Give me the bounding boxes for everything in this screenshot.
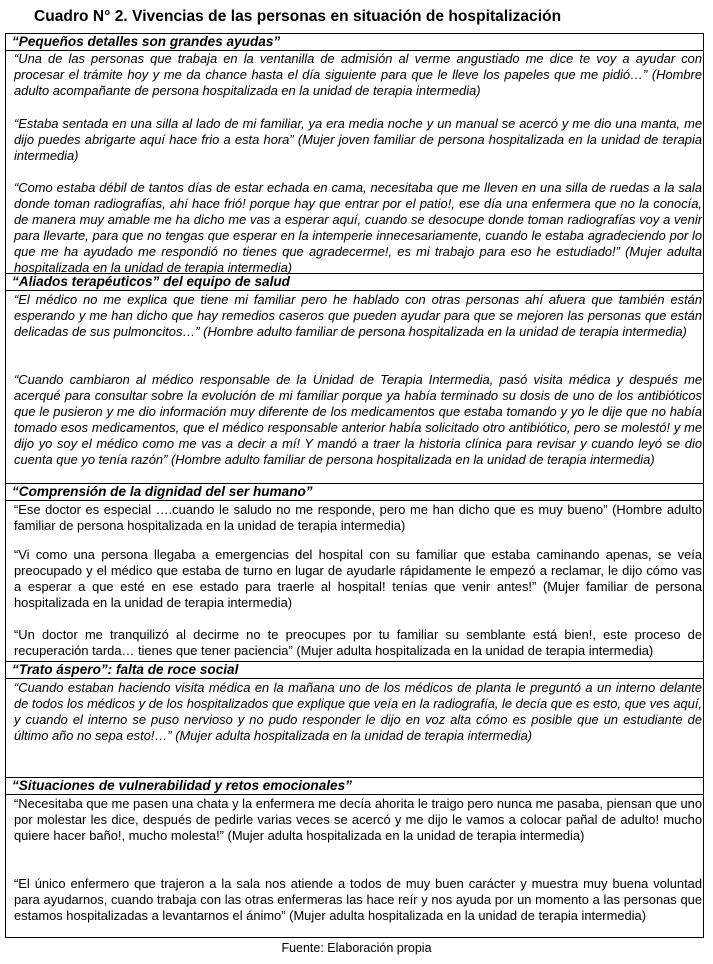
quote-paragraph: “Vi como una persona llegaba a emergencias del hospital con su familiar que estaba caminando apenas, se veía preocupado y el médico que estaba de turno en lugar de ayudarle rápidamente le empezó a reclamar, le dijo cómo vas a esperar a que esté en ese estado para traerle al hospital! tenías que venir antes!” (Mujer familiar de persona hospitalizada en la unidad de terapia intermedia)	[14, 547, 702, 610]
section-header-rough-treatment: “Trato áspero”: falta de roce social	[6, 661, 703, 679]
section-header-therapeutic-allies: “Aliados terapéuticos” del equipo de salud	[6, 273, 703, 291]
quote-paragraph: “El médico no me explica que tiene mi familiar pero he hablado con otras personas ahí afuera que también están esperando y me han dicho que hay remedios caseros que pueden ayudar para que se mejoren las personas que están delicadas de sus pulmoncitos…” (Hombre adulto familiar de persona hospitalizada en la unidad de terapia intermedia)	[14, 292, 702, 339]
quote-paragraph: “El único enfermero que trajeron a la sala nos atiende a todos de muy buen carácter y muestra muy buena voluntad para ayudarnos, cuando trabaja con las otras enfermeras las hace reír y nos ayuda por un momento a las personas que estamos hospitalizadas a levantarnos el ánimo” (Mujer adulta hospitalizada en la unidad de terapia intermedia)	[14, 876, 702, 923]
quote-paragraph: “Como estaba débil de tantos días de estar echada en cama, necesitaba que me lleven en una silla de ruedas a la sala donde toman radiografías, ahí hace frió! porque hay que entrar por el patio!, ese día una enfermera que no la conocía, de manera muy amable me ha dicho me vas a esperar aquí, cuando se desocupe donde toman radiografías voy a venir para llevarte, para que no tengas que esperar en la intemperie innecesariamente, cuando le estaba agradeciendo por lo que me ha ayudado me respondió no tienes que agradecerme!, es mi trabajo para eso he estudiado!” (Mujer adulta hospitalizada en la unidad de terapia intermedia)	[14, 180, 702, 275]
quote-paragraph: “Un doctor me tranquilizó al decirme no te preocupes por tu familiar su semblante está bien!, este proceso de recuperación tarda… tienes que tener paciencia” (Mujer adulta hospitalizada en la unidad de terapia intermedia)	[14, 627, 702, 658]
quote-paragraph: “Una de las personas que trabaja en la ventanilla de admisión al verme angustiado me dice te voy a ayudar con procesar el trámite hoy y me da chance hasta el día siguiente para que le lleve los papeles que me pidió…” (Hombre adulto acompañante de persona hospitalizada en la unidad de terapia intermedia)	[14, 51, 702, 98]
quote-paragraph: “Estaba sentada en una silla al lado de mi familiar, ya era media noche y un manual se acercó y me dio una manta, me dijo puedes abrigarte aquí hace frio a esta hora” (Mujer joven familiar de persona hospitalizada en la unidad de terapia intermedia)	[14, 116, 702, 163]
quote-paragraph: “Ese doctor es especial ….cuando le saludo no me responde, pero me han dicho que es muy bueno” (Hombre adulto familiar de persona hospitalizada en la unidad de terapia intermedia)	[14, 502, 702, 533]
testimonies-table	[5, 33, 704, 938]
quote-paragraph: “Necesitaba que me pasen una chata y la enfermera me decía ahorita le traigo pero nunca me pasaba, piensan que uno por molestar les dice, después de pedirle varias veces se acercó y me dijo le vamos a colocar pañal de adulto! mucho quiere hacer baño!, mucho molesta!” (Mujer adulta hospitalizada en la unidad de terapia intermedia)	[14, 796, 702, 843]
section-header-vulnerability: “Situaciones de vulnerabilidad y retos emocionales”	[6, 777, 703, 795]
table-caption: Cuadro N° 2. Vivencias de las personas en situación de hospitalización	[34, 8, 562, 25]
section-header-human-dignity: “Comprensión de la dignidad del ser humano”	[6, 483, 703, 501]
quote-paragraph: “Cuando estaban haciendo visita médica en la mañana uno de los médicos de planta le preguntó a un interno delante de todos los médicos y de los hospitalizados que explique que veía en la radiografía, le decía que es esto, que ves aquí, y cuando el interno se puso nervioso y no pudo responder le dijo en voz alta cómo es posible que un estudiante de último año no sepa esto!…” (Mujer adulta hospitalizada en la unidad de terapia intermedia)	[14, 680, 702, 743]
quote-paragraph: “Cuando cambiaron al médico responsable de la Unidad de Terapia Intermedia, pasó visita médica y después me acerqué para consultar sobre la evolución de mi familiar porque ya había terminado su dosis de uno de los antibióticos que le pusieron y me dio información muy diferente de los medicamentos que estaba tomando y yo le dije que no había tomado esos medicamentos, que el médico responsable anterior había solicitado otro antibiótico, pero se molestó! y me dijo yo soy el médico como me vas a decir a mí! Y mandó a traer la historia clínica para revisar y cuando leyó se dio cuenta que yo tenía razón” (Hombre adulto familiar de persona hospitalizada en la unidad de terapia intermedia)	[14, 372, 702, 467]
source-footnote: Fuente: Elaboración propia	[281, 941, 432, 955]
section-header-small-details: “Pequeños detalles son grandes ayudas”	[6, 34, 703, 51]
